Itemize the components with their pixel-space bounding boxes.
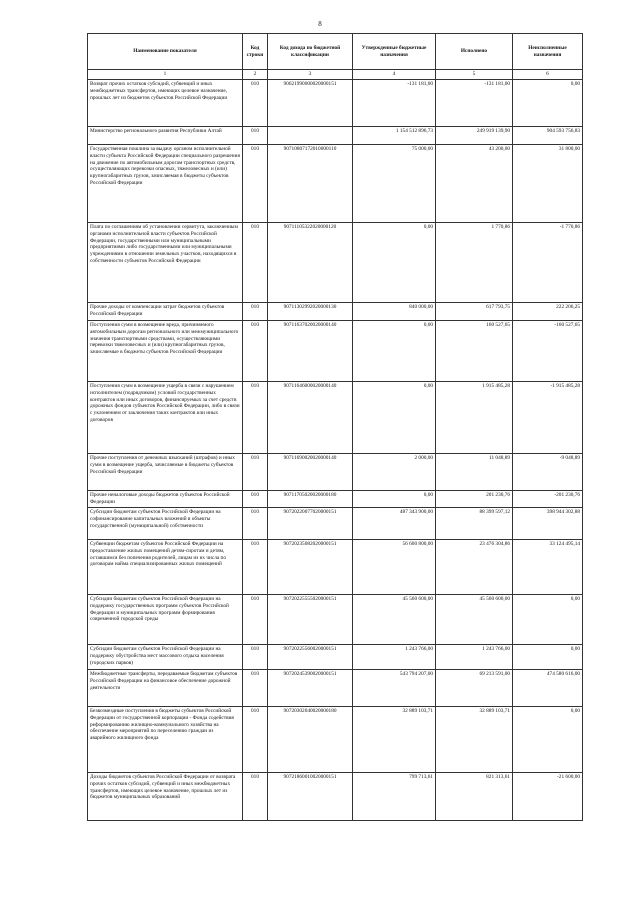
executed-amount: 821 313,61 xyxy=(436,773,513,821)
row-code: 010 xyxy=(243,670,268,707)
approved-amount: 799 713,61 xyxy=(353,773,436,821)
executed-amount: 32 889 103,71 xyxy=(436,707,513,773)
approved-amount: 45 560 600,00 xyxy=(353,595,436,645)
budget-code: 90720245390020000151 xyxy=(268,670,353,707)
row-code: 010 xyxy=(243,321,268,382)
approved-amount: 1 154 512 896,73 xyxy=(353,127,436,145)
row-code: 010 xyxy=(243,707,268,773)
row-code: 010 xyxy=(243,382,268,454)
row-code: 010 xyxy=(243,80,268,127)
approved-amount: 0,00 xyxy=(353,321,436,382)
approved-amount: 1 243 766,00 xyxy=(353,645,436,670)
row-code: 010 xyxy=(243,508,268,540)
executed-amount: 617 793,75 xyxy=(436,303,513,321)
executed-amount: 201 230,76 xyxy=(436,491,513,508)
unexecuted-amount: -201 230,76 xyxy=(513,491,583,508)
row-code: 010 xyxy=(243,127,268,145)
column-number: 3 xyxy=(268,70,353,80)
approved-amount: 840 000,00 xyxy=(353,303,436,321)
executed-amount: 1 243 766,00 xyxy=(436,645,513,670)
approved-amount: 0,00 xyxy=(353,382,436,454)
table-row xyxy=(88,670,583,707)
table-row xyxy=(88,595,583,645)
table-row xyxy=(88,491,583,508)
column-number: 6 xyxy=(513,70,583,80)
unexecuted-amount: -1 915 485,28 xyxy=(513,382,583,454)
budget-code: 90621990000020000151 xyxy=(268,80,353,127)
indicator-name: Плата по соглашениям об установлении сервитута, заключенным органами исполнительной власти субъектов Российской Федерации, государственными или муниципальными предприятиями либо государственными или муниципальными учреждениями в отношении земельных участков, находящихся в собственности субъектов Российской Федерации xyxy=(88,223,243,303)
executed-amount: 69 213 591,00 xyxy=(436,670,513,707)
indicator-name: Прочие доходы от компенсации затрат бюджетов субъектов Российской Федерации xyxy=(88,303,243,321)
unexecuted-amount: 31 800,00 xyxy=(513,145,583,223)
approved-amount: 56 600 800,00 xyxy=(353,540,436,595)
budget-code: 90711646000020000140 xyxy=(268,382,353,454)
executed-amount: 45 560 600,00 xyxy=(436,595,513,645)
budget-code: 90720225555020000151 xyxy=(268,595,353,645)
budget-code: 90711690020020000140 xyxy=(268,454,353,491)
table-row xyxy=(88,508,583,540)
indicator-name: Прочие неналоговые доходы бюджетов субъектов Российской Федерации xyxy=(88,491,243,508)
header-row-code: Код строки xyxy=(243,34,268,70)
approved-amount: 32 889 103,71 xyxy=(353,707,436,773)
executed-amount: 11 048,89 xyxy=(436,454,513,491)
approved-amount: 543 794 207,00 xyxy=(353,670,436,707)
header-unexecuted: Неисполненные назначения xyxy=(513,34,583,70)
budget-code: 90710807172010000110 xyxy=(268,145,353,223)
indicator-name: Субсидии бюджетам субъектов Российской Федерации на поддержку государственных программ субъектов Российской Федерации и муниципальных программ формирования современной городской среды xyxy=(88,595,243,645)
table-row xyxy=(88,223,583,303)
row-code: 010 xyxy=(243,595,268,645)
header-indicator-name: Наименование показателя xyxy=(88,34,243,70)
approved-amount: -131 181,00 xyxy=(353,80,436,127)
unexecuted-amount: 0,00 xyxy=(513,645,583,670)
approved-amount: 2 000,00 xyxy=(353,454,436,491)
executed-amount: -131 181,00 xyxy=(436,80,513,127)
executed-amount: 1 915 485,28 xyxy=(436,382,513,454)
indicator-name: Государственная пошлина за выдачу органом исполнительной власти субъекта Российской Федерации специального разрешения на движение по автомобильным дорогам транспортных средств, осуществляющих перевозки опасных, тяжеловесных и (или) крупногабаритных грузов, зачисляемая в бюджеты субъектов Российской Федерации xyxy=(88,145,243,223)
executed-amount: 88 399 597,12 xyxy=(436,508,513,540)
budget-code: 90720235082020000151 xyxy=(268,540,353,595)
budget-code xyxy=(268,127,353,145)
header-row xyxy=(88,34,583,70)
executed-amount: 160 527,65 xyxy=(436,321,513,382)
table-row xyxy=(88,540,583,595)
executed-amount: 23 476 304,86 xyxy=(436,540,513,595)
column-number-row xyxy=(88,70,583,80)
table-row xyxy=(88,645,583,670)
indicator-name: Субвенции бюджетам субъектов Российской Федерации на предоставление жилых помещений детям-сиротам и детям, оставшимся без попечения родителей, лицам из их числа по договорам найма специализированных жилых помещений xyxy=(88,540,243,595)
budget-code: 90721860010020000151 xyxy=(268,773,353,821)
page-number: 8 xyxy=(318,20,322,28)
column-number: 5 xyxy=(436,70,513,80)
column-number: 4 xyxy=(353,70,436,80)
indicator-name: Субсидии бюджетам субъектов Российской Федерации на софинансирование капитальных вложений в объекты государственной (муниципальной) собственности xyxy=(88,508,243,540)
indicator-name: Возврат прочих остатков субсидий, субвенций и иных межбюджетных трансфертов, имеющих целевое назначение, прошлых лет из бюджетов субъектов Российской Федерации xyxy=(88,80,243,127)
income-report-table xyxy=(87,33,583,821)
table-row xyxy=(88,454,583,491)
budget-code: 90720220077020000151 xyxy=(268,508,353,540)
budget-code: 90711705020020000180 xyxy=(268,491,353,508)
unexecuted-amount: 904 593 756,83 xyxy=(513,127,583,145)
budget-code: 90720302040020000180 xyxy=(268,707,353,773)
indicator-name: Безвозмездные поступления в бюджеты субъектов Российской Федерации от государственной корпорации - Фонда содействия реформированию жилищно-коммунального хозяйства на обеспечение мероприятий по переселению граждан из аварийного жилищного фонда xyxy=(88,707,243,773)
unexecuted-amount: 222 206,25 xyxy=(513,303,583,321)
executed-amount: 43 200,00 xyxy=(436,145,513,223)
approved-amount: 487 343 900,00 xyxy=(353,508,436,540)
table-row xyxy=(88,707,583,773)
indicator-name: Прочие поступления от денежных взысканий (штрафов) и иных сумм в возмещение ущерба, зачисляемые в бюджеты субъектов Российской Федерации xyxy=(88,454,243,491)
indicator-name: Субсидии бюджетам субъектов Российской Федерации на поддержку обустройства мест массового отдыха населения (городских парков) xyxy=(88,645,243,670)
header-budget-code: Код дохода по бюджетной классификации xyxy=(268,34,353,70)
approved-amount: 0,00 xyxy=(353,491,436,508)
budget-code: 90720225560020000151 xyxy=(268,645,353,670)
unexecuted-amount: -160 527,65 xyxy=(513,321,583,382)
row-code: 010 xyxy=(243,491,268,508)
budget-code: 90711302992020000130 xyxy=(268,303,353,321)
unexecuted-amount: -1 770,86 xyxy=(513,223,583,303)
indicator-name: Министерство регионального развития Республики Алтай xyxy=(88,127,243,145)
table-row xyxy=(88,80,583,127)
unexecuted-amount: 474 580 616,00 xyxy=(513,670,583,707)
indicator-name: Межбюджетные трансферты, передаваемые бюджетам субъектов Российской Федерации на финансовое обеспечение дорожной деятельности xyxy=(88,670,243,707)
row-code: 010 xyxy=(243,454,268,491)
approved-amount: 75 000,00 xyxy=(353,145,436,223)
table-row xyxy=(88,321,583,382)
indicator-name: Поступления сумм в возмещение ущерба в связи с нарушением исполнителем (подрядчиком) условий государственных контрактов или иных договоров, финансируемых за счет средств дорожных фондов субъектов Российской Федерации, либо в связи с уклонением от заключения таких контрактов или иных договоров xyxy=(88,382,243,454)
unexecuted-amount: 398 944 302,88 xyxy=(513,508,583,540)
table-row xyxy=(88,773,583,821)
executed-amount: 1 770,86 xyxy=(436,223,513,303)
unexecuted-amount: 33 124 495,14 xyxy=(513,540,583,595)
approved-amount: 0,00 xyxy=(353,223,436,303)
unexecuted-amount: 0,00 xyxy=(513,595,583,645)
budget-code: 90711637020020000140 xyxy=(268,321,353,382)
budget-code: 90711105322020000120 xyxy=(268,223,353,303)
column-number: 1 xyxy=(88,70,243,80)
header-executed: Исполнено xyxy=(436,34,513,70)
header-approved: Утвержденные бюджетные назначения xyxy=(353,34,436,70)
table-row xyxy=(88,303,583,321)
table-row xyxy=(88,382,583,454)
unexecuted-amount: 0,00 xyxy=(513,707,583,773)
unexecuted-amount: 0,00 xyxy=(513,80,583,127)
indicator-name: Поступления сумм в возмещение вреда, причиняемого автомобильным дорогам регионального или межмуниципального значения транспортными средствами, осуществляющими перевозки тяжеловесных и (или) крупногабаритных грузов, зачисляемые в бюджеты субъектов Российской Федерации xyxy=(88,321,243,382)
row-code: 010 xyxy=(243,773,268,821)
unexecuted-amount: -21 600,00 xyxy=(513,773,583,821)
executed-amount: 249 919 139,90 xyxy=(436,127,513,145)
column-number: 2 xyxy=(243,70,268,80)
unexecuted-amount: -9 048,89 xyxy=(513,454,583,491)
row-code: 010 xyxy=(243,540,268,595)
indicator-name: Доходы бюджетов субъектов Российской Федерации от возврата прочих остатков субсидий, субвенций и иных межбюджетных трансфертов, имеющих целевое назначение, прошлых лет из бюджетов муниципальных образований xyxy=(88,773,243,821)
row-code: 010 xyxy=(243,303,268,321)
row-code: 010 xyxy=(243,223,268,303)
row-code: 010 xyxy=(243,645,268,670)
table-row xyxy=(88,127,583,145)
row-code: 010 xyxy=(243,145,268,223)
table-row xyxy=(88,145,583,223)
